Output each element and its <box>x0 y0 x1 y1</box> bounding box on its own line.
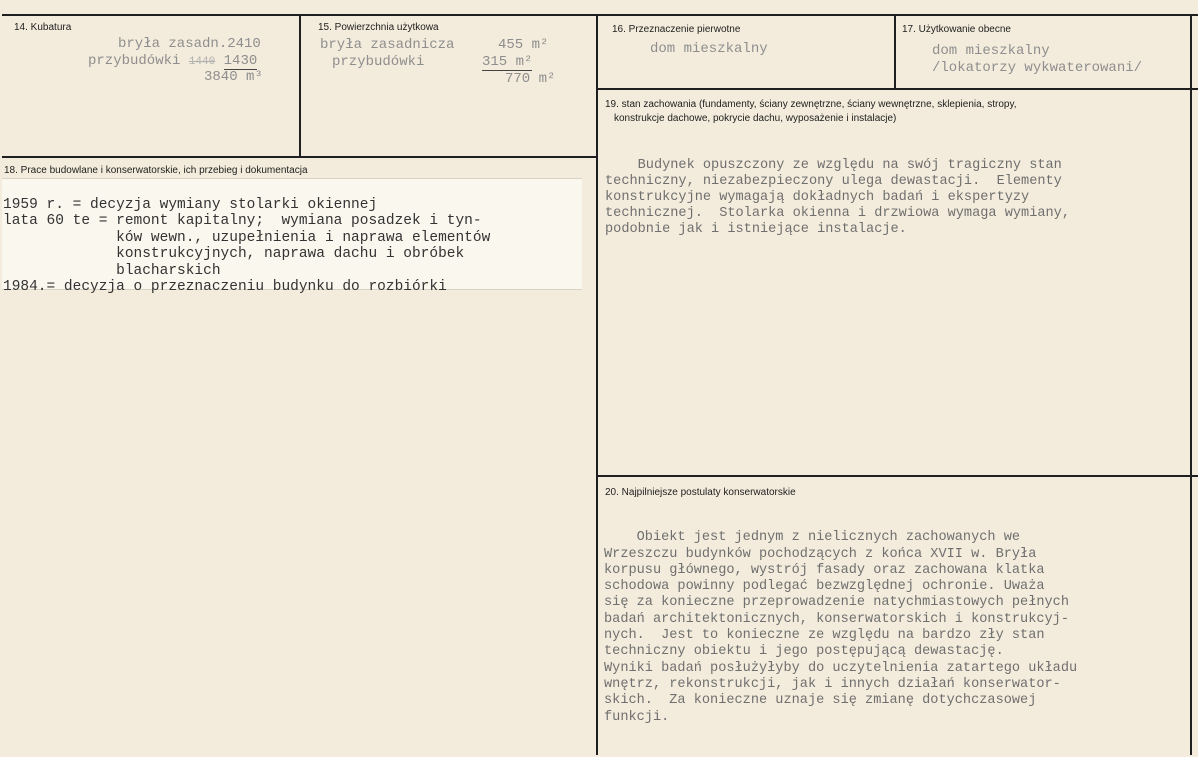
section-15-line1-label: bryła zasadnicza <box>320 37 455 53</box>
section-20-line: badań architektonicznych, konserwatorskich i konstrukcyj- <box>604 611 1069 627</box>
section-18-line: 1984.= decyzja o przeznaczeniu budynku do rozbiórki <box>3 279 447 295</box>
section-17-line1: dom mieszkalny <box>932 43 1050 59</box>
section-20-line: skich. Za konieczne uznaje się zmianę dotychczasowej <box>604 693 1037 709</box>
section-20-line: wnętrz, rekonstrukcji, jak i innych działań konserwator- <box>604 676 1061 692</box>
section-19-line: techniczny, niezabezpieczony ulega dewastacji. Elementy <box>605 174 1062 189</box>
section-19-line: Budynek opuszczony ze względu na swój tragiczny stan <box>605 158 1062 173</box>
section-15-line2-value: 315 m² <box>482 54 533 70</box>
section-20-line: nych. Jest to konieczne ze względu na bardzo zły stan <box>604 628 1045 644</box>
section-19-line: konstrukcyjne wymagają dokładnych badań i ekspertyzy <box>605 190 1030 205</box>
section-19-line: technicznej. Stolarka okienna i drzwiowa wymaga wymiany, <box>605 206 1070 221</box>
section-15-label: 15. Powierzchnia użytkowa <box>318 22 439 33</box>
section-14-line2-value: 1430 <box>223 53 258 69</box>
section-18-text <box>3 180 490 296</box>
section-20-line: korpusu głównego, wystrój fasady oraz zachowana klatka <box>604 562 1045 578</box>
section-18-line: ków wewn., uzupełnienia i naprawa elementów <box>3 229 491 246</box>
rule-under-16-17 <box>597 88 1198 90</box>
section-20-line: Wrzeszczu budynków pochodzących z końca XVII w. Bryła <box>604 546 1037 562</box>
divider-14-15 <box>299 15 301 157</box>
section-17-line2: /lokatorzy wykwaterowani/ <box>932 60 1143 76</box>
section-20-line: techniczny obiektu i jego postępującą dewastację. <box>604 644 1004 660</box>
rule-under-14-15 <box>2 156 597 158</box>
section-20-label: 20. Najpilniejsze postulaty konserwatorskie <box>605 487 796 498</box>
divider-16-17 <box>894 15 896 89</box>
section-18-label: 18. Prace budowlane i konserwatorskie, ich przebieg i dokumentacja <box>4 165 308 176</box>
section-15-line1-value: 455 m² <box>498 37 549 53</box>
divider-15-16 <box>596 15 598 755</box>
section-16-label: 16. Przeznaczenie pierwotne <box>612 24 741 35</box>
section-14-label: 14. Kubatura <box>14 22 72 33</box>
section-18-line: 1959 r. = decyzja wymiany stolarki okiennej <box>3 196 378 213</box>
section-20-text <box>604 514 1077 726</box>
section-15-line2-label: przybudówki <box>332 54 425 70</box>
section-19-line: podobnie jak i istniejące instalacje. <box>605 222 907 237</box>
section-14-line1: bryła zasadn.2410 <box>118 36 261 52</box>
section-20-line: Wyniki badań posłużyłyby do uczytelnienia zatartego układu <box>604 660 1078 676</box>
section-20-line: się za konieczne przeprowadzenie natychmiastowych pełnych <box>604 595 1069 611</box>
right-border <box>1190 15 1192 755</box>
section-14-line2-prefix: przybudówki <box>88 53 181 69</box>
section-19-label-line1: 19. stan zachowania (fundamenty, ściany zewnętrzne, ściany wewnętrzne, sklepienia, stropy, <box>605 99 1017 110</box>
section-19-label-line2: konstrukcje dachowe, pokrycie dachu, wyposażenie i instalacje) <box>614 113 897 124</box>
section-14-line2 <box>88 53 257 70</box>
section-20-line: Obiekt jest jednym z nielicznych zachowanych we <box>604 530 1021 546</box>
section-18-line: konstrukcyjnych, naprawa dachu i obróbek <box>3 246 465 262</box>
section-16-value: dom mieszkalny <box>650 41 768 57</box>
rule-above-20 <box>597 475 1198 477</box>
section-14-line2-struck: 1440 <box>188 56 216 68</box>
section-15-line3: 770 m² <box>505 71 556 87</box>
section-18-line: blacharskich <box>3 262 221 279</box>
section-18-line: lata 60 te = remont kapitalny; wymiana posadzek i tyn- <box>3 213 482 229</box>
section-19-text <box>605 142 1070 238</box>
top-border <box>2 14 1198 16</box>
section-17-label: 17. Użytkowanie obecne <box>902 24 1011 35</box>
section-14-line3: 3840 m³ <box>204 69 263 85</box>
section-20-line: funkcji. <box>604 709 670 725</box>
section-20-line: schodowa powinny podlegać bezwzględnej ochronie. Uważa <box>604 579 1045 595</box>
